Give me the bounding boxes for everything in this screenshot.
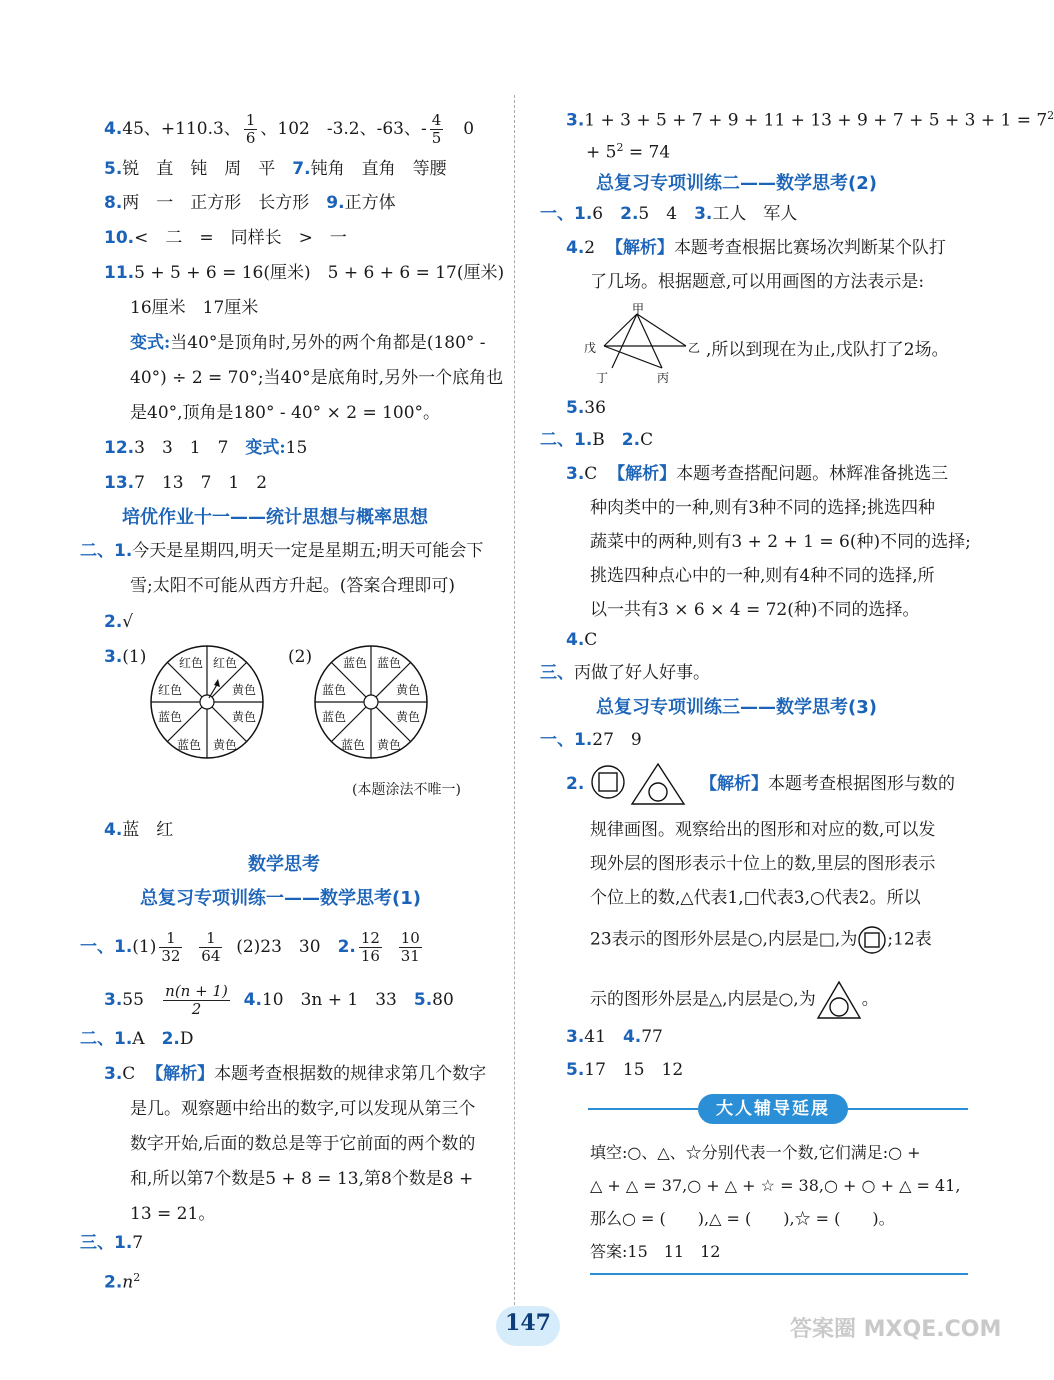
section-heading-review-3: 总复习专项训练三——数学思考(3) [596, 697, 877, 718]
explanation-line: 了几场。根据题意,可以用画图的方法表示是: [590, 272, 925, 292]
wheel1-label: 黄色 [212, 738, 238, 752]
diagram-conclusion: ,所以到现在为止,戊队打了2场。 [706, 340, 949, 360]
review3-q5: 5.17 15 12 [566, 1060, 684, 1080]
page-number: 147 [505, 1310, 551, 1336]
wheel2-label: 蓝色 [342, 656, 368, 670]
answer-12: 12.3 3 1 7 变式:15 [104, 438, 308, 458]
answer-5-7: 5.锐 直 钝 周 平 7.钝角 直角 等腰 [104, 159, 447, 179]
wheel1-label: 蓝色 [157, 710, 183, 724]
explanation-line: 是几。观察题中给出的数字,可以发现从第三个 [130, 1099, 476, 1119]
answer-3-sum-cont: + $5^2 = 74$ [586, 141, 671, 163]
review2-part3: 三、丙做了好人好事。 [540, 663, 710, 683]
extension-banner: 大人辅导延展 [698, 1094, 848, 1124]
review2-part2-q3: 3.C 【解析】本题考查搭配问题。林辉准备挑选三 [566, 464, 949, 484]
explanation-line: 种肉类中的一种,则有3种不同的选择;挑选四种 [590, 498, 935, 518]
review2-q5: 5.36 [566, 398, 606, 418]
explanation-line: 蔬菜中的两种,则有3 + 2 + 1 = 6(种)不同的选择; [590, 532, 971, 552]
extension-fill-2: △ + △ = 37,○ + △ + ☆ = 38,○ + ○ + △ = 41, [590, 1176, 961, 1195]
review3-q3-q4: 3.41 4.77 [566, 1027, 663, 1047]
review1-q1: 一、1.(1) $\frac{1}{32}$ $\frac{1}{64}$ (2)23 30 2. $\frac{12}{16}$ $\frac{10}{31}$ [80, 929, 420, 965]
prob-2-2: 2.√ [104, 612, 134, 632]
prob-2-4: 4.蓝 红 [104, 820, 174, 840]
review2-part2-q1: 二、1.B 2.C [540, 430, 654, 450]
wheel1-label: 红色 [178, 656, 204, 670]
answer-13: 13.7 13 7 1 2 [104, 473, 268, 493]
wheel1-label: 黄色 [231, 710, 257, 724]
explanation-line: 现外层的图形表示十位上的数,里层的图形表示 [590, 854, 936, 874]
review1-part2-q1: 二、1.A 2.D [80, 1029, 194, 1049]
explanation-line: 13 = 21。 [130, 1204, 216, 1224]
team-label-ding: 丁 [596, 371, 609, 385]
column-divider [514, 95, 515, 1340]
explanation-line: 示的图形外层是△,内层是○,为 。 [590, 980, 879, 1020]
circle-square-shape [857, 925, 887, 955]
wheel2-label: 蓝色 [321, 710, 347, 724]
review1-q3: 3.55 $\frac{n(n + 1)}{2}$ 4.10 3n + 1 33 5.80 [104, 982, 454, 1018]
extension-answer: 答案:15 11 12 [590, 1242, 721, 1261]
spinner-wheel-2 [312, 643, 430, 761]
banner-rule-bottom [590, 1273, 968, 1275]
prob-2-3-part2: (2) [288, 647, 313, 667]
team-label-jia: 甲 [632, 302, 645, 316]
section-heading-statistics: 培优作业十一——统计思想与概率思想 [122, 507, 428, 528]
explanation-line: 数字开始,后面的数总是等于它前面的两个数的 [130, 1134, 476, 1154]
review2-q1: 一、1.6 2.5 4 3.工人 军人 [540, 204, 798, 224]
answer-8-9: 8.两 一 正方形 长方形 9.正方体 [104, 193, 396, 213]
watermark: 答案圈 MXQE.COM [790, 1317, 1002, 1342]
wheel2-label: 黄色 [395, 683, 421, 697]
section-heading-math-thinking: 数学思考 [248, 854, 320, 875]
wheel2-label: 黄色 [376, 738, 402, 752]
answer-3-sum: $3.1 + 3 + 5 + 7 + 9 + 11 + 13 + 9 + 7 + 5 + 3 + 1 = 7^2$ [566, 109, 1054, 131]
explanation-line: 和,所以第7个数是5 + 8 = 13,第8个数是8 + [130, 1169, 474, 1189]
spinner-wheel-1 [148, 643, 266, 761]
section-heading-review-1: 总复习专项训练一——数学思考(1) [140, 888, 421, 909]
variant-line-2: 40°) ÷ 2 = 70°;当40°是底角时,另外一个底角也 [130, 368, 504, 388]
review1-part3-q1: 三、1.7 [80, 1233, 144, 1253]
team-label-bing: 丙 [657, 371, 670, 385]
review3-q1: 一、1.27 9 [540, 730, 642, 750]
section-heading-review-2: 总复习专项训练二——数学思考(2) [596, 173, 877, 194]
wheel1-label: 红色 [212, 656, 238, 670]
prob-2-1: 二、1.今天是星期四,明天一定是星期五;明天可能会下 [80, 541, 484, 561]
wheel1-label: 黄色 [231, 683, 257, 697]
answer-10: 10.< 二 = 同样长 > 一 [104, 228, 347, 248]
fraction: $\frac{1}{6}$ [245, 111, 256, 147]
explanation-line: 以一共有3 × 6 × 4 = 72(种)不同的选择。 [590, 600, 920, 620]
wheel1-label: 蓝色 [176, 738, 202, 752]
team-label-wu: 戊 [584, 341, 597, 355]
wheel1-label: 红色 [157, 683, 183, 697]
prob-2-3: 3.(1) [104, 647, 147, 667]
extension-fill-1: 填空:○、△、☆分别代表一个数,它们满足:○ + [590, 1143, 921, 1162]
review3-q2-explanation: 【解析】本题考查根据图形与数的 [700, 774, 955, 794]
explanation-line: 挑选四种点心中的一种,则有4种不同的选择,所 [590, 566, 935, 586]
explanation-line: 23表示的图形外层是○,内层是□,为 ;12表 [590, 925, 932, 955]
extension-fill-3: 那么○ = ( ),△ = ( ),☆ = ( )。 [590, 1209, 895, 1228]
answer-11: 11.5 + 5 + 6 = 16(厘米) 5 + 6 + 6 = 17(厘米) [104, 263, 505, 283]
wheel2-label: 蓝色 [340, 738, 366, 752]
wheel2-label: 蓝色 [376, 656, 402, 670]
explanation-line: 个位上的数,△代表1,□代表3,○代表2。所以 [590, 888, 921, 908]
explanation-line: 规律画图。观察给出的图形和对应的数,可以发 [590, 820, 936, 840]
triangle-circle-shape [816, 980, 862, 1020]
prob-2-1-cont: 雪;太阳不可能从西方升起。(答案合理即可) [130, 576, 455, 596]
shape-examples [590, 758, 690, 810]
wheel-note: (本题涂法不唯一) [352, 782, 461, 798]
review1-part2-q3: 3.C 【解析】本题考查根据数的规律求第几个数字 [104, 1064, 487, 1084]
wheel2-label: 黄色 [395, 710, 421, 724]
review2-q4: 4.2 【解析】本题考查根据比赛场次判断某个队打 [566, 238, 946, 258]
review2-part2-q4: 4.C [566, 630, 598, 650]
fraction: $\frac{4}{5}$ [431, 111, 442, 147]
answer-4: 4.45、+110.3、 $\frac{1}{6}$ 、102 -3.2、-63、- $\frac{4}{5}$ 0 [104, 111, 475, 147]
review3-q2: 2. [566, 774, 585, 794]
team-label-yi: 乙 [688, 341, 701, 355]
match-diagram [582, 302, 712, 384]
answer-11-result: 16厘米 17厘米 [130, 298, 259, 318]
variant-line-3: 是40°,顶角是180° - 40° × 2 = 100°。 [130, 403, 441, 423]
variant-line-1: 变式:当40°是顶角时,另外的两个角都是(180° - [130, 333, 486, 353]
review1-part3-q2: $2.n^2$ [104, 1271, 141, 1293]
wheel2-label: 蓝色 [321, 683, 347, 697]
